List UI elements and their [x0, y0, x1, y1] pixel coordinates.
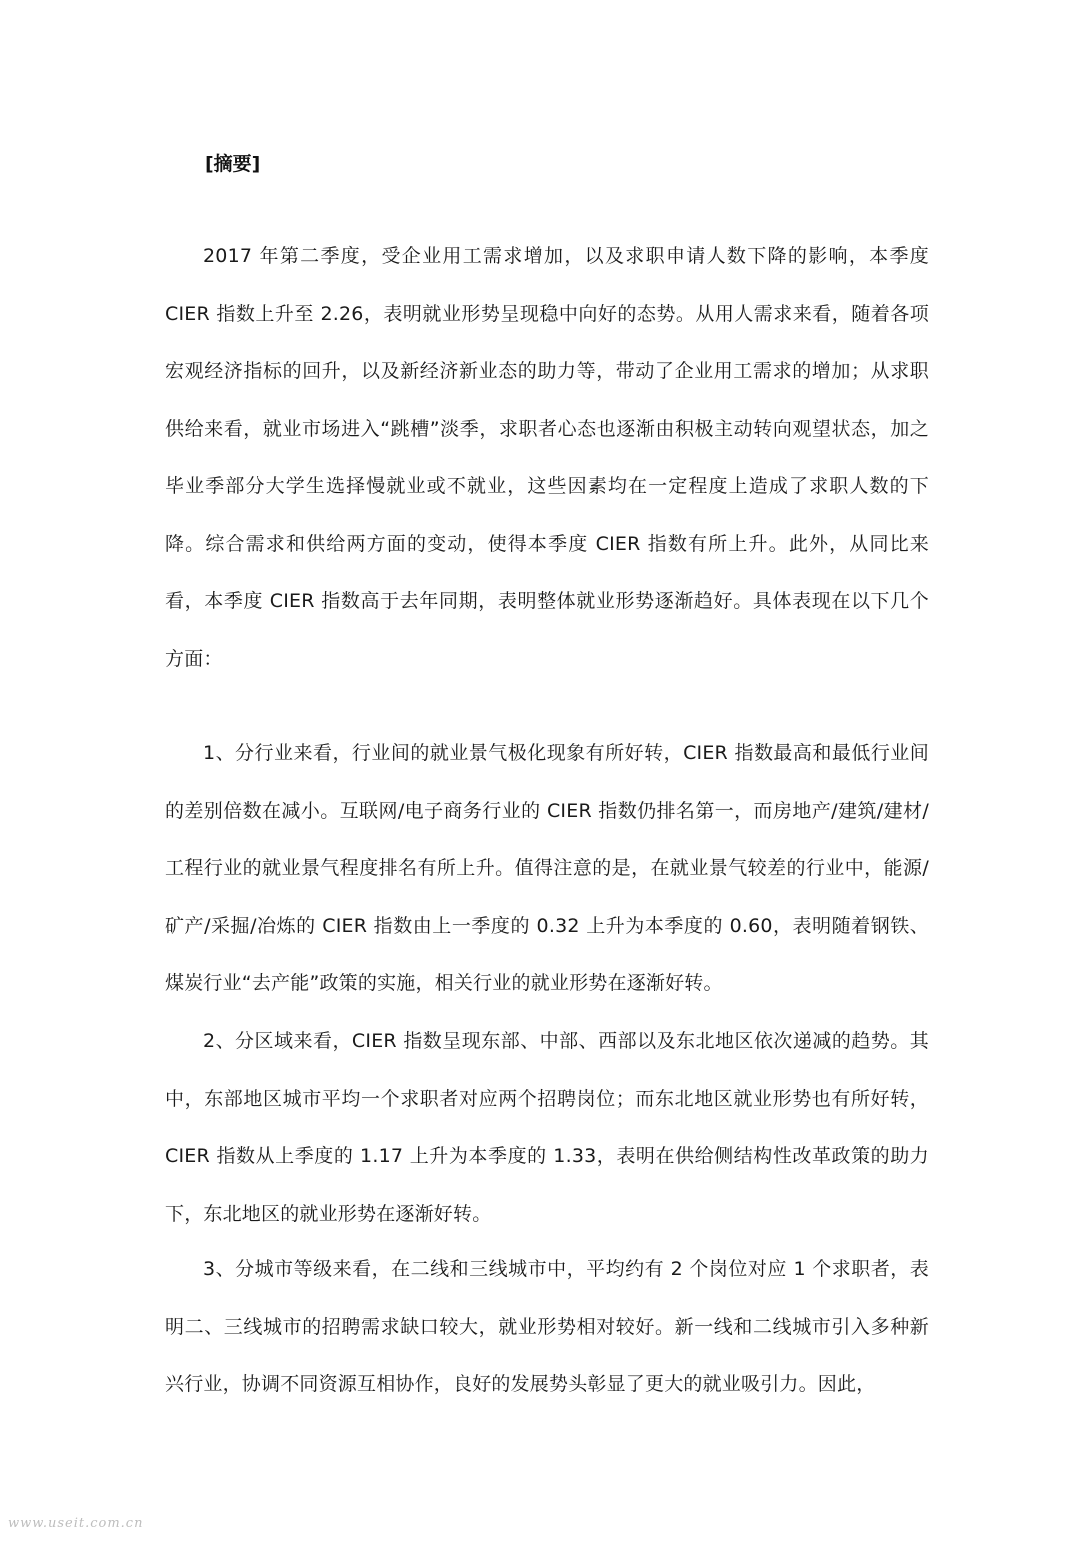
abstract-heading: [摘要]	[205, 153, 261, 175]
city-tier-paragraph: 3、分城市等级来看，在二线和三线城市中，平均约有 2 个岗位对应 1 个求职者，表明二、三线城市的招聘需求缺口较大，就业形势相对较好。新一线和二线城市引入多种新兴行业，协调不同资源互相协作，良好的发展势头彰显了更大的就业吸引力。因此，	[165, 1258, 929, 1395]
summary-paragraph: 2017 年第二季度，受企业用工需求增加，以及求职申请人数下降的影响，本季度 CIER 指数上升至 2.26，表明就业形势呈现稳中向好的态势。从用人需求来看，随着各项宏观经济指标的回升，以及新经济新业态的助力等，带动了企业用工需求的增加；从求职供给来看，就业市场进入“跳槽”淡季，求职者心态也逐渐由积极主动转向观望状态，加之毕业季部分大学生选择慢就业或不就业，这些因素均在一定程度上造成了求职人数的下降。综合需求和供给两方面的变动，使得本季度 CIER 指数有所上升。此外，从同比来看，本季度 CIER 指数高于去年同期，表明整体就业形势逐渐趋好。具体表现在以下几个方面：	[165, 245, 929, 670]
watermark: www.useit.com.cn	[8, 1516, 144, 1531]
region-paragraph: 2、分区域来看，CIER 指数呈现东部、中部、西部以及东北地区依次递减的趋势。其中，东部地区城市平均一个求职者对应两个招聘岗位；而东北地区就业形势也有所好转，CIER 指数从上季度的 1.17 上升为本季度的 1.33，表明在供给侧结构性改革政策的助力下，东北地区的就业形势在逐渐好转。	[165, 1030, 929, 1225]
industry-paragraph: 1、分行业来看，行业间的就业景气极化现象有所好转，CIER 指数最高和最低行业间的差别倍数在减小。互联网/电子商务行业的 CIER 指数仍排名第一，而房地产/建筑/建材/工程行业的就业景气程度排名有所上升。值得注意的是，在就业景气较差的行业中，能源/矿产/采掘/冶炼的 CIER 指数由上一季度的 0.32 上升为本季度的 0.60，表明随着钢铁、煤炭行业“去产能”政策的实施，相关行业的就业形势在逐渐好转。	[165, 742, 929, 994]
